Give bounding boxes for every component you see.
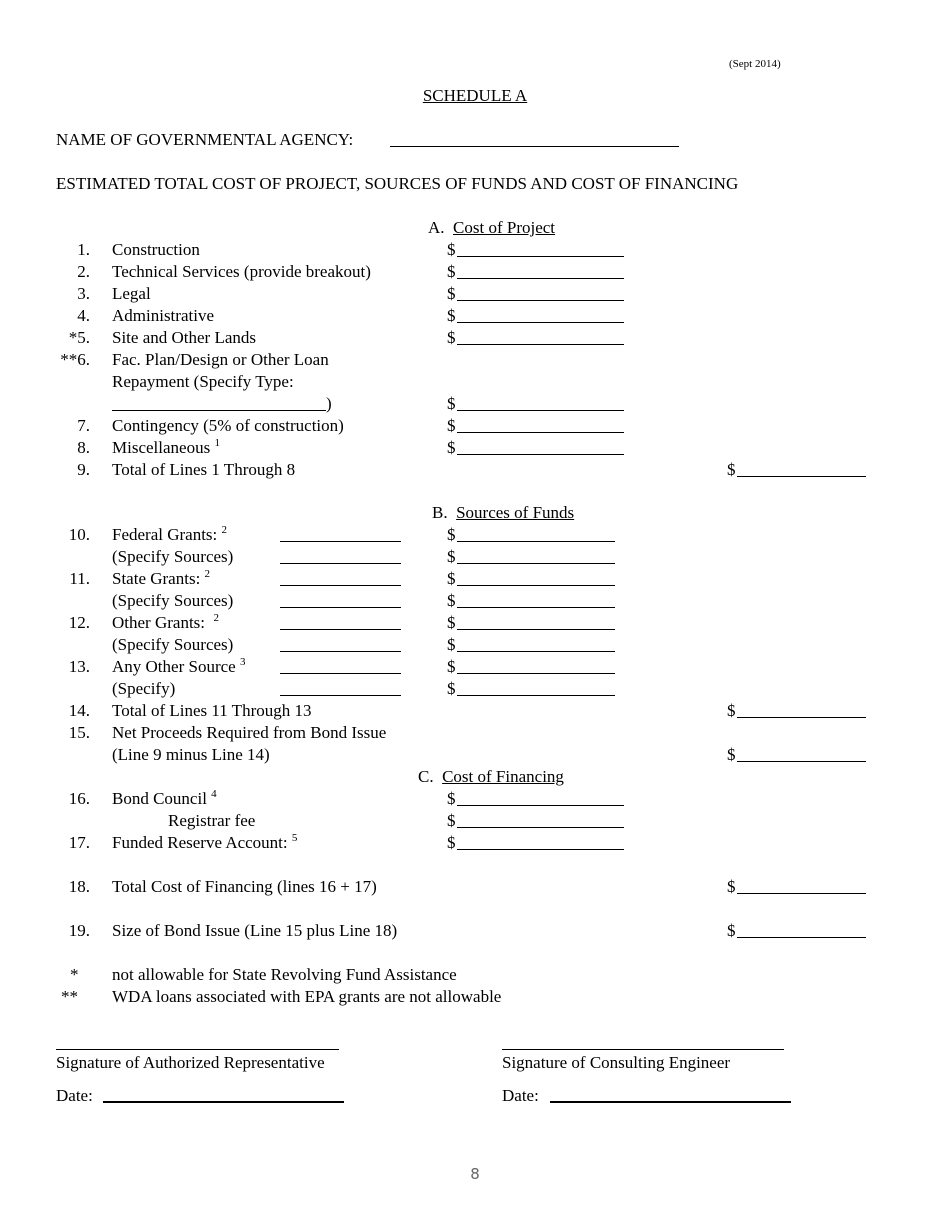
note-text: WDA loans associated with EPA grants are not allowable	[112, 987, 502, 1006]
federal-grants-label: Federal Grants: $^2$	[112, 524, 228, 544]
line-number: 11.	[69, 569, 90, 588]
section-c-title: Cost of Financing	[442, 767, 564, 786]
state-grants-source-field-2[interactable]	[280, 607, 401, 608]
dollar-sign: $	[447, 635, 456, 654]
dollar-sign: $	[447, 240, 456, 259]
footnote-ref: 2	[204, 568, 211, 580]
total-lines-11-13-label: Total of Lines 11 Through 13	[112, 701, 312, 720]
authorized-signature-line[interactable]	[56, 1049, 339, 1050]
note-mark: *	[70, 965, 79, 984]
footnote-ref: 3	[239, 656, 246, 668]
line-number: 8.	[77, 438, 90, 457]
line-number: 15.	[68, 723, 90, 742]
section-c-heading	[418, 767, 564, 787]
dollar-sign: $	[447, 306, 456, 325]
line-number: 14.	[68, 701, 90, 720]
footnote-ref: 4	[211, 788, 217, 800]
line-number: 17.	[68, 833, 90, 852]
dollar-sign: $	[447, 679, 456, 698]
dollar-sign: $	[447, 613, 456, 632]
total-lines-1-8-field[interactable]	[737, 476, 866, 477]
other-source-amount-field-2[interactable]	[457, 695, 615, 696]
agency-name-field[interactable]	[390, 146, 679, 147]
dollar-sign: $	[447, 438, 456, 457]
repayment-type-field[interactable]	[112, 410, 326, 411]
dollar-sign: $	[447, 328, 456, 347]
line-number: 18.	[68, 877, 90, 896]
agency-label: NAME OF GOVERNMENTAL AGENCY:	[56, 130, 354, 149]
total-lines-11-13-field[interactable]	[737, 717, 866, 718]
contingency-label: Contingency (5% of construction)	[112, 416, 344, 435]
line-number: **6.	[60, 350, 90, 369]
legal-amount-field[interactable]	[457, 300, 624, 301]
bond-issue-size-field[interactable]	[737, 937, 866, 938]
technical-services-amount-field[interactable]	[457, 278, 624, 279]
specify-label: (Specify)	[112, 679, 176, 698]
note-mark: **	[61, 987, 78, 1006]
dollar-sign: $	[447, 811, 456, 830]
technical-services-label: Technical Services (provide breakout)	[112, 262, 371, 281]
dollar-sign: $	[447, 833, 456, 852]
other-source-field-2[interactable]	[280, 695, 401, 696]
line-number: *5.	[68, 328, 90, 347]
dollar-sign: $	[727, 745, 736, 764]
note-text: not allowable for State Revolving Fund Assistance	[112, 965, 457, 984]
other-grants-source-field-2[interactable]	[280, 651, 401, 652]
federal-grants-source-field-2[interactable]	[280, 563, 401, 564]
net-proceeds-label-2: (Line 9 minus Line 14)	[112, 745, 270, 764]
total-cost-financing-field[interactable]	[737, 893, 866, 894]
dollar-sign: $	[447, 657, 456, 676]
line-number: 12.	[68, 613, 90, 632]
other-source-field[interactable]	[280, 673, 401, 674]
dollar-sign: $	[447, 789, 456, 808]
site-lands-amount-field[interactable]	[457, 344, 624, 345]
dollar-sign: $	[447, 569, 456, 588]
site-lands-label: Site and Other Lands	[112, 328, 256, 347]
dollar-sign: $	[447, 547, 456, 566]
net-proceeds-label: Net Proceeds Required from Bond Issue	[112, 723, 387, 742]
other-grants-amount-field-2[interactable]	[457, 651, 615, 652]
date-label: Date:	[56, 1086, 93, 1105]
specify-sources-label: (Specify Sources)	[112, 591, 234, 610]
other-grants-label: Other Grants: $^2$	[112, 612, 220, 632]
footnote-ref: 2	[221, 524, 228, 536]
line-number: 7.	[77, 416, 90, 435]
line-number: 2.	[77, 262, 90, 281]
dollar-sign: $	[727, 701, 736, 720]
bond-council-amount-field[interactable]	[457, 805, 624, 806]
total-cost-financing-label: Total Cost of Financing (lines 16 + 17)	[112, 877, 377, 896]
bond-issue-size-label: Size of Bond Issue (Line 15 plus Line 18)	[112, 921, 398, 940]
section-a-title: Cost of Project	[453, 218, 556, 237]
dollar-sign: $	[447, 262, 456, 281]
page-number: 8	[470, 1165, 480, 1183]
fac-plan-label-2: Repayment (Specify Type:	[112, 372, 294, 391]
specify-sources-label: (Specify Sources)	[112, 635, 234, 654]
construction-amount-field[interactable]	[457, 256, 624, 257]
other-grants-source-field[interactable]	[280, 629, 401, 630]
registrar-fee-label: Registrar fee	[168, 811, 256, 830]
miscellaneous-label: Miscellaneous $^1$	[112, 437, 220, 457]
line-number: 3.	[77, 284, 90, 303]
date-label: Date:	[502, 1086, 539, 1105]
total-lines-1-8-label: Total of Lines 1 Through 8	[112, 460, 296, 479]
dollar-sign: $	[447, 525, 456, 544]
registrar-fee-amount-field[interactable]	[457, 827, 624, 828]
revision-date: (Sept 2014)	[729, 58, 781, 70]
line-number: 19.	[68, 921, 90, 940]
fac-plan-amount-field[interactable]	[457, 410, 624, 411]
bond-council-label: Bond Council $^4$	[112, 788, 217, 808]
state-grants-amount-field-2[interactable]	[457, 607, 615, 608]
federal-grants-source-field[interactable]	[280, 541, 401, 542]
section-a-heading	[428, 218, 555, 238]
dollar-sign: $	[727, 460, 736, 479]
dollar-sign: $	[727, 921, 736, 940]
section-c-letter: C.	[418, 767, 434, 786]
line-number: 9.	[77, 460, 90, 479]
net-proceeds-field[interactable]	[737, 761, 866, 762]
legal-label: Legal	[112, 284, 151, 303]
miscellaneous-amount-field[interactable]	[457, 454, 624, 455]
dollar-sign: $	[447, 416, 456, 435]
line-number: 16.	[68, 789, 90, 808]
line-number: 1.	[77, 240, 90, 259]
engineer-signature-label: Signature of Consulting Engineer	[502, 1053, 731, 1072]
line-number: 10.	[68, 525, 90, 544]
administrative-label: Administrative	[112, 306, 214, 325]
authorized-date-field[interactable]	[103, 1101, 344, 1103]
state-grants-label: State Grants: $^2$	[112, 568, 211, 588]
authorized-signature-label: Signature of Authorized Representative	[56, 1053, 325, 1072]
construction-label: Construction	[112, 240, 200, 259]
state-grants-amount-field[interactable]	[457, 585, 615, 586]
federal-grants-amount-field-2[interactable]	[457, 563, 615, 564]
footnote-ref: 2	[213, 612, 220, 624]
footnote-ref: 5	[291, 832, 298, 844]
contingency-amount-field[interactable]	[457, 432, 624, 433]
form-subtitle: ESTIMATED TOTAL COST OF PROJECT, SOURCES OF FUNDS AND COST OF FINANCING	[56, 174, 739, 193]
specify-sources-label: (Specify Sources)	[112, 547, 234, 566]
engineer-date-field[interactable]	[550, 1101, 791, 1103]
dollar-sign: $	[447, 591, 456, 610]
line-number: 4.	[77, 306, 90, 325]
dollar-sign: $	[727, 877, 736, 896]
engineer-signature-line[interactable]	[502, 1049, 784, 1050]
line-number: 13.	[68, 657, 90, 676]
administrative-amount-field[interactable]	[457, 322, 624, 323]
other-grants-amount-field[interactable]	[457, 629, 615, 630]
any-other-source-label: Any Other Source $^3$	[112, 656, 246, 676]
section-b-title: Sources of Funds	[456, 503, 575, 522]
dollar-sign: $	[447, 394, 456, 413]
fac-plan-label: Fac. Plan/Design or Other Loan	[112, 350, 329, 369]
section-a-letter: A.	[428, 218, 445, 237]
funded-reserve-label: Funded Reserve Account: $^5$	[112, 832, 298, 852]
schedule-title: SCHEDULE A	[422, 86, 528, 105]
section-b-letter: B.	[432, 503, 448, 522]
close-paren: )	[326, 394, 332, 413]
section-b-heading	[432, 503, 574, 523]
funded-reserve-amount-field[interactable]	[457, 849, 624, 850]
state-grants-source-field[interactable]	[280, 585, 401, 586]
other-source-amount-field[interactable]	[457, 673, 615, 674]
dollar-sign: $	[447, 284, 456, 303]
federal-grants-amount-field[interactable]	[457, 541, 615, 542]
footnote-ref: 1	[214, 437, 220, 449]
